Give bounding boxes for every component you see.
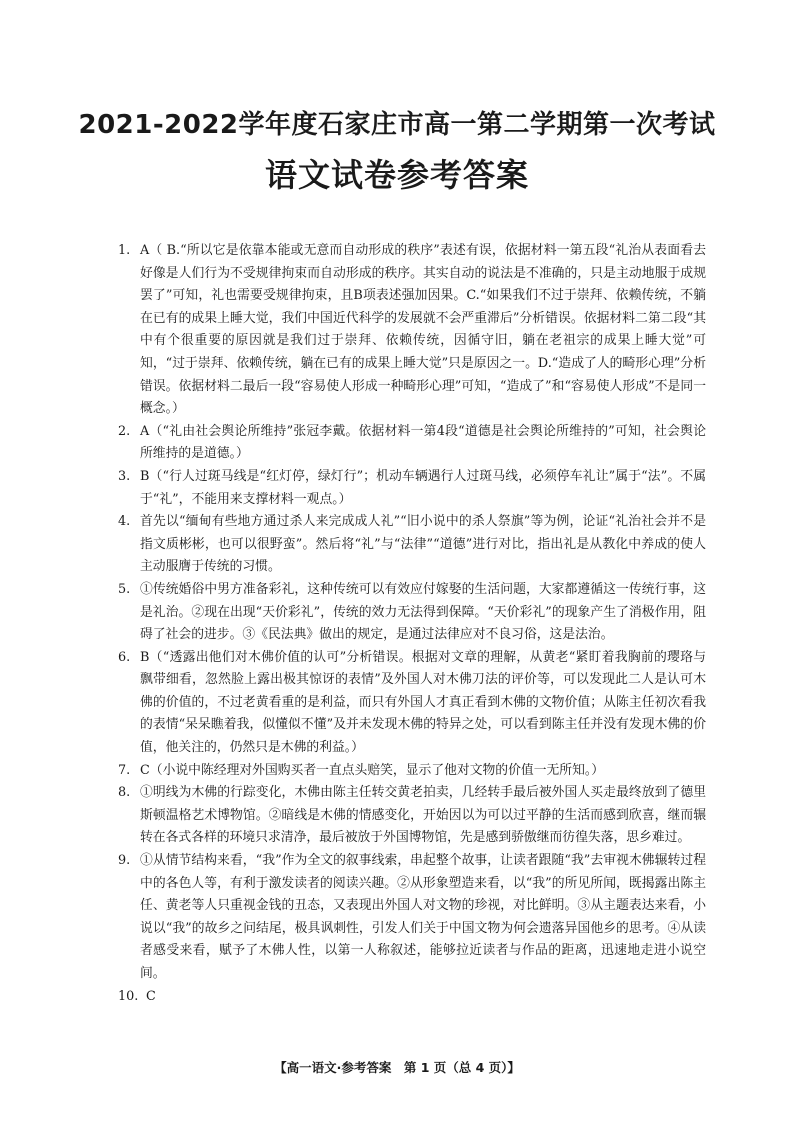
answer-text: 首先以“缅甸有些地方通过杀人来完成成人礼”“旧小说中的杀人祭旗”等为例，论证“礼治社会并不是指文质彬彬，也可以很野蛮”。然后将“礼”与“法律”“道德”进行对比，指出礼是从教化中养成的使人主动服膺于传统的习惯。 [140,514,706,575]
answer-key-title: 语文试卷参考答案 [264,156,529,194]
answer-item-5 [118,579,706,647]
answer-number: 6. [118,649,131,665]
answer-item-7 [118,760,706,783]
answer-item-9 [118,850,706,986]
answer-number: 4. [118,514,131,530]
answer-number: 10. [118,988,139,1004]
page-footer: 【高一语文·参考答案 第 1 页（总 4 页）】 [274,1060,520,1075]
answer-number: 3. [118,468,131,484]
answer-item-6 [118,647,706,760]
answer-text: A（ B.“所以它是依靠本能或无意而自动形成的秩序”表述有误，依据材料一第五段“礼治从表面看去好像是人们行为不受规律拘束而自动形成的秩序。其实自动的说法是不准确的，只是主动地服于成规罢了”可知，礼也需要受规律拘束，且B项表述强加因果。C.“如果我们不过于崇拜、依赖传统，不躺在已有的成果上睡大觉，我们中国近代科学的发展就不会严重滞后”分析错误。依据材料二第二段“其中有个很重要的原因就是我们过于崇拜、依赖传统，因循守旧，躺在老祖宗的成果上睡大觉”可知，“过于崇拜、依赖传统，躺在已有的成果上睡大觉”只是原因之一。D.“造成了人的畸形心理”分析错误。依据材料二最后一段“容易使人形成一种畸形心理”可知，“造成了”和“容易使人形成”不是同一概念。） [140,243,706,417]
answer-text: ①传统婚俗中男方准备彩礼，这种传统可以有效应付嫁娶的生活问题，大家都遵循这一传统行事，这是礼治。②现在出现“天价彩礼”，传统的效力无法得到保障。“天价彩礼”的现象产生了消极作用，阻碍了社会的进步。③《民法典》做出的规定，是通过法律应对不良习俗，这是法治。 [140,581,706,643]
answer-item-10 [118,986,706,1009]
answer-text: ①从情节结构来看，“我”作为全文的叙事线索，串起整个故事，让读者跟随“我”去审视木佛辗转过程中的各色人等，有利于激发读者的阅读兴趣。②从形象塑造来看，以“我”的所见所闻，既揭露出陈主任、黄老等人只重视金钱的丑态，又表现出外国人对文物的珍视，对比鲜明。③从主题表达来看，小说以“我”的故乡之问结尾，极具讽刺性，引发人们关于中国文物为何会遗落异国他乡的思考。④从读者感受来看，赋予了木佛人性，以第一人称叙述，能够拉近读者与作品的距离，迅速地走进小说空间。 [140,853,706,981]
answer-text: C [146,988,156,1004]
exam-title: 2021-2022学年度石家庄市高一第二学期第一次考试 [78,110,716,140]
answer-item-8 [118,782,706,850]
answer-text: B（“行人过斑马线是“红灯停，绿灯行”；机动车辆遇行人过斑马线，必须停车礼让”属于“法”。不属于“礼”，不能用来支撑材料一观点。） [140,468,706,507]
answer-text: C（小说中陈经理对外国购买者一直点头赔笑，显示了他对文物的价值一无所知。） [140,762,605,778]
answer-text: ①明线为木佛的行踪变化，木佛由陈主任转交黄老拍卖，几经转手最后被外国人买走最终放到了德里斯顿温格艺术博物馆。②暗线是木佛的情感变化，开始因以为可以过平静的生活而感到欣喜，继而辗转在各式各样的环境只求清净，最后被放于外国博物馆，先是感到骄傲继而彷徨失落，思乡难过。 [140,785,706,846]
answer-number: 9. [118,853,131,869]
answer-item-3 [118,466,706,511]
answer-item-1 [118,240,706,421]
answer-number: 1. [118,243,131,258]
answer-number: 8. [118,785,131,801]
answer-number: 5. [118,581,131,597]
answer-number: 7. [118,762,131,778]
answer-text: A（“礼由社会舆论所维持”张冠李戴。依据材料一第4段“道德是社会舆论所维持的”可知，社会舆论所维持的是道德。） [140,423,706,462]
answer-item-4 [118,511,706,579]
answer-list [118,240,706,1008]
answer-item-2 [118,421,706,466]
answer-number: 2. [118,423,131,439]
answer-text: B（“透露出他们对木佛价值的认可”分析错误。根据对文章的理解，从黄老“紧盯着我胸前的璎珞与飘带细看，忽然脸上露出极其惊讶的表情”及外国人对木佛刀法的评价等，可以发现此二人是认可木佛的价值的，不过老黄看重的是利益，而只有外国人才真正看到木佛的文物价值；从陈主任初次看我的表情“呆呆瞧着我，似懂似不懂”及并未发现木佛的特异之处，可以看到陈主任并没有发现木佛的价值，他关注的，仍然只是木佛的利益。） [140,649,706,756]
